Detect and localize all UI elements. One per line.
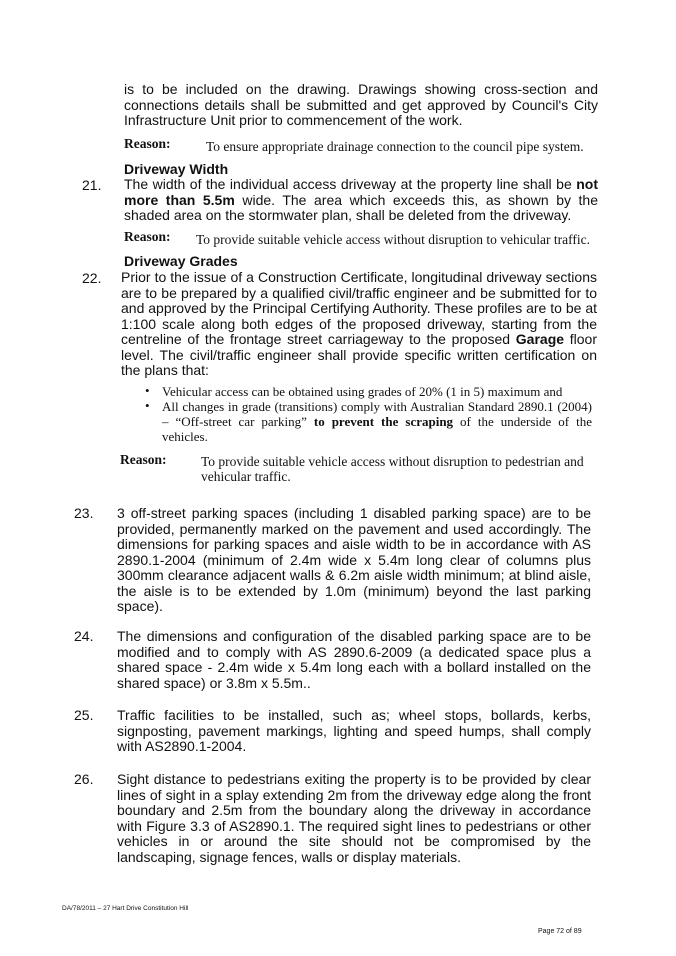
bullet-1-marker: • xyxy=(145,383,150,398)
condition-25-text: Traffic facilities to be installed, such as; wheel stops, bollards, kerbs, signposting, pavement markings, lighting and speed humps, shall comply with AS2890.1-2004. xyxy=(117,707,591,754)
condition-22-bullet-2: All changes in grade (transitions) comply with Australian Standard 2890.1 (2004) – “Off-street car parking” to prevent the scraping of the underside of the vehicles. xyxy=(162,399,592,444)
condition-21-reason-label: Reason: xyxy=(124,229,171,244)
driveway-width-heading: Driveway Width xyxy=(124,161,229,177)
condition-number-24: 24. xyxy=(74,628,94,644)
intro-reason-label: Reason: xyxy=(124,136,171,151)
condition-22-reason-label: Reason: xyxy=(120,452,167,467)
condition-23-text: 3 off-street parking spaces (including 1 disabled parking space) are to be provided, permanently marked on the pavement and used accordingly. The dimensions for parking spaces and aisle width to be in accordance with AS 2890.1-2004 (minimum of 2.4m wide x 5.4m long clear of columns plus 300mm clearance adjacent walls & 6.2m aisle width minimum; at blind aisle, the aisle is to be extended by 1.0m (minimum) beyond the last parking space). xyxy=(117,505,591,614)
bullet-2-marker: • xyxy=(145,398,150,413)
condition-22-reason-text: To provide suitable vehicle access without disruption to pedestrian and vehicular traffic. xyxy=(201,454,584,484)
condition-24-text: The dimensions and configuration of the disabled parking space are to be modified and to comply with AS 2890.6-2009 (a dedicated space plus a shared space - 2.4m wide x 5.4m long each with a bollard installed on the shared space) or 3.8m x 5.5m.. xyxy=(117,628,591,691)
condition-number-22: 22. xyxy=(82,270,102,286)
intro-paragraph: is to be included on the drawing. Drawings showing cross-section and connections details shall be submitted and get approved by Council's City Infrastructure Unit prior to commencement of the work. xyxy=(124,81,598,128)
footer-reference: DA/78/2011 – 27 Hart Drive Constitution Hill xyxy=(62,905,189,912)
condition-number-26: 26. xyxy=(74,771,94,787)
condition-26-text: Sight distance to pedestrians exiting the property is to be provided by clear lines of sight in a splay extending 2m from the driveway edge along the front boundary and 2.5m from the boundary along the driveway in accordance with Figure 3.3 of AS2890.1. The required sight lines to pedestrians or other vehicles in or around the site should not be compromised by the landscaping, signage fences, walls or display materials. xyxy=(117,771,591,865)
condition-22-text: Prior to the issue of a Construction Certificate, longitudinal driveway sections are to be prepared by a qualified civil/traffic engineer and be submitted for to and approved by the Principal Certifying Authority. These profiles are to be at 1:100 scale along both edges of the proposed driveway, starting from the centreline of the frontage street carriageway to the proposed Garage floor level. The civil/traffic engineer shall provide specific written certification on the plans that: xyxy=(121,269,597,378)
condition-number-23: 23. xyxy=(74,505,94,521)
condition-number-21: 21. xyxy=(82,177,102,193)
condition-21-text: The width of the individual access driveway at the property line shall be not more than 5.5m wide. The area which exceeds this, as shown by the shaded area on the stormwater plan, shall be deleted from the driveway. xyxy=(124,176,598,223)
condition-22-bullet-1: Vehicular access can be obtained using grades of 20% (1 in 5) maximum and xyxy=(162,384,563,399)
condition-number-25: 25. xyxy=(74,707,94,723)
page-number: Page 72 of 89 xyxy=(538,928,582,935)
driveway-grades-heading: Driveway Grades xyxy=(124,253,238,269)
intro-reason-text: To ensure appropriate drainage connection to the council pipe system. xyxy=(206,139,584,154)
condition-21-reason-text: To provide suitable vehicle access without disruption to vehicular traffic. xyxy=(196,232,590,247)
